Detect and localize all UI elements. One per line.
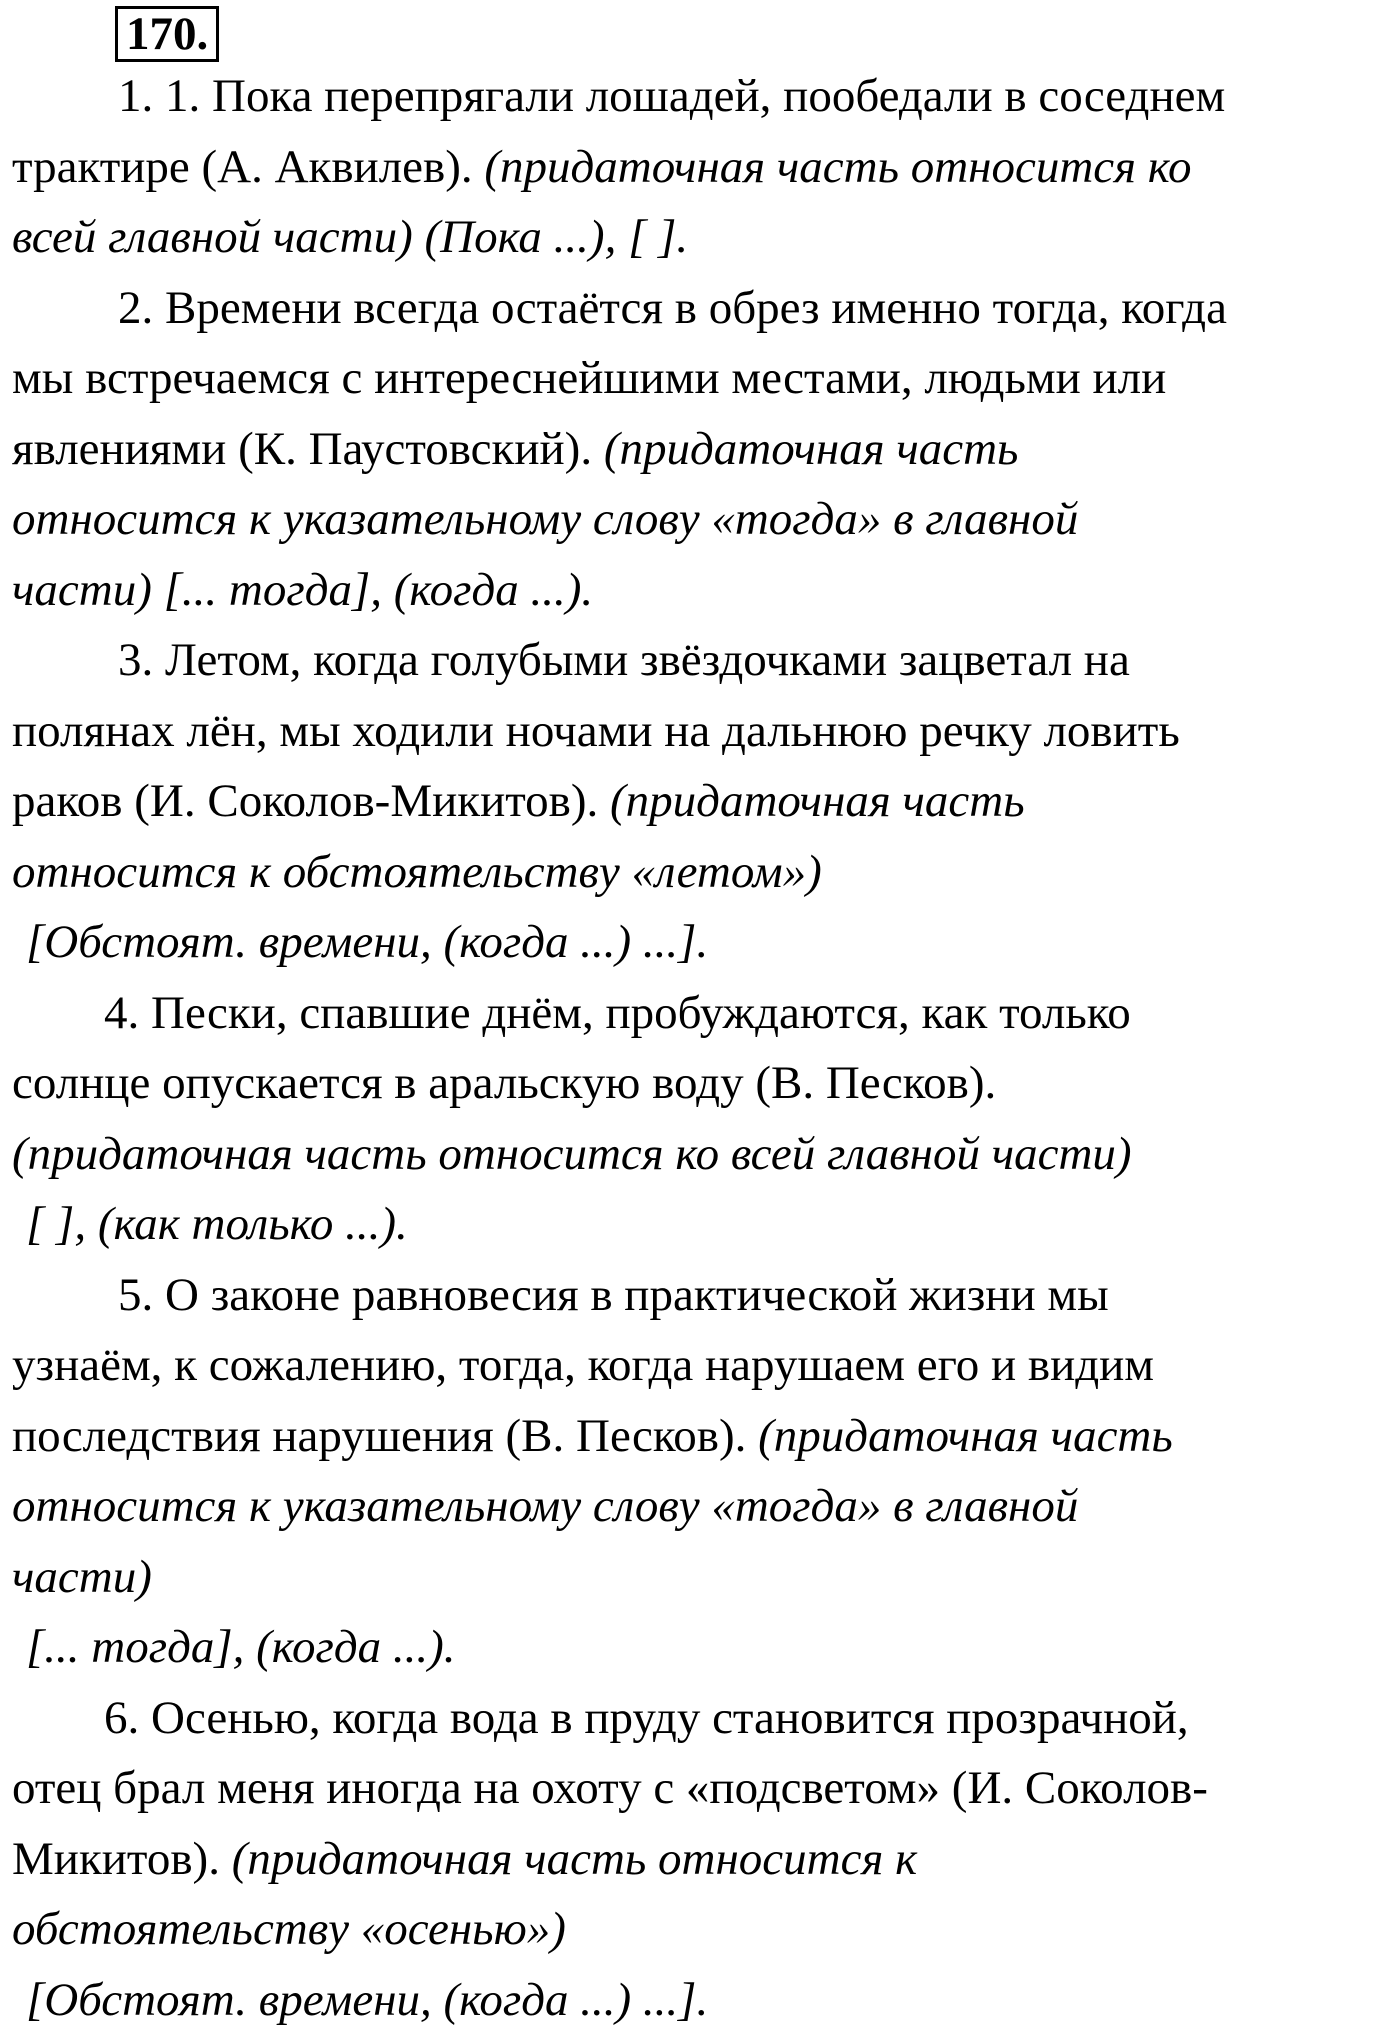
- text-line: [12, 842, 822, 902]
- text-line: [26, 1970, 708, 2030]
- task-number-box: 170.: [115, 6, 219, 62]
- sentence-text: трактире (А. Аквилев).: [12, 140, 485, 193]
- sentence-text: 5. О законе равновесия в практической жизни мы: [118, 1268, 1109, 1321]
- text-line: [12, 207, 688, 267]
- text-line: [12, 1829, 917, 1889]
- text-line: [104, 1688, 1189, 1748]
- text-line: [26, 1194, 408, 1254]
- italic-annotation: части) [... тогда], (когда ...).: [12, 563, 594, 616]
- text-line: [12, 1335, 1154, 1395]
- italic-annotation: обстоятельству «осенью»): [12, 1903, 566, 1955]
- sentence-text: 6. Осенью, когда вода в пруду становится прозрачной,: [104, 1691, 1189, 1744]
- text-line: [118, 278, 1227, 338]
- text-line: [118, 630, 1130, 690]
- sentence-text: полянах лён, мы ходили ночами на дальнюю речку ловить: [12, 704, 1180, 757]
- text-line: [12, 771, 1025, 831]
- text-line: [12, 1124, 1132, 1184]
- text-line: [12, 1053, 996, 1113]
- sentence-text: 1. 1. Пока перепрягали лошадей, пообедали в соседнем: [118, 70, 1226, 122]
- text-line: [12, 1406, 1173, 1466]
- sentence-text: мы встречаемся с интереснейшими местами, людьми или: [12, 352, 1167, 404]
- italic-annotation: (придаточная часть относится ко: [484, 140, 1192, 193]
- text-line: [12, 1476, 1078, 1536]
- text-line: [12, 560, 593, 620]
- text-line: [12, 1758, 1208, 1818]
- text-line: [12, 419, 1018, 479]
- italic-annotation: [Обстоят. времени, (когда ...) ...].: [26, 1973, 709, 2026]
- text-line: [118, 66, 1225, 126]
- sentence-text: раков (И. Соколов-Микитов).: [12, 775, 611, 827]
- text-line: [12, 701, 1180, 761]
- text-line: [12, 137, 1191, 197]
- sentence-text: последствия нарушения (В. Песков).: [12, 1409, 759, 1462]
- text-line: [12, 1899, 566, 1959]
- sentence-text: 2. Времени всегда остаётся в обрез именно тогда, когда: [118, 281, 1227, 334]
- text-line: [12, 348, 1166, 408]
- italic-annotation: относится к указательному слову «тогда» в главной: [12, 1480, 1079, 1532]
- text-line: [12, 489, 1078, 549]
- text-line: [26, 1617, 456, 1677]
- sentence-text: 3. Летом, когда голубыми звёздочками зацветал на: [118, 634, 1130, 686]
- text-line: [12, 1547, 152, 1607]
- italic-annotation: относится к указательному слову «тогда» в главной: [12, 493, 1079, 545]
- italic-annotation: (придаточная часть относится ко всей главной части): [12, 1127, 1132, 1180]
- text-line: [118, 1265, 1109, 1325]
- italic-annotation: (придаточная часть: [603, 422, 1019, 475]
- italic-annotation: [ ], (как только ...).: [26, 1198, 408, 1250]
- sentence-text: солнце опускается в аральскую воду (В. Песков).: [12, 1057, 997, 1109]
- sentence-text: 4. Пески, спавшие днём, пробуждаются, как только: [104, 986, 1131, 1039]
- italic-annotation: всей главной части) (Пока ...), [ ].: [12, 211, 689, 263]
- italic-annotation: (придаточная часть: [610, 775, 1025, 827]
- sentence-text: явлениями (К. Паустовский).: [12, 422, 604, 475]
- italic-annotation: [... тогда], (когда ...).: [26, 1621, 456, 1673]
- italic-annotation: (придаточная часть относится к: [231, 1832, 918, 1885]
- italic-annotation: [Обстоят. времени, (когда ...) ...].: [26, 916, 709, 968]
- italic-annotation: относится к обстоятельству «летом»): [12, 845, 822, 898]
- sentence-text: Микитов).: [12, 1832, 232, 1885]
- text-line: [26, 912, 708, 972]
- sentence-text: узнаём, к сожалению, тогда, когда нарушаем его и видим: [12, 1339, 1155, 1391]
- italic-annotation: (придаточная часть: [758, 1409, 1173, 1462]
- italic-annotation: части): [12, 1550, 152, 1603]
- sentence-text: отец брал меня иногда на охоту с «подсветом» (И. Соколов-: [12, 1762, 1208, 1814]
- text-line: [104, 983, 1131, 1043]
